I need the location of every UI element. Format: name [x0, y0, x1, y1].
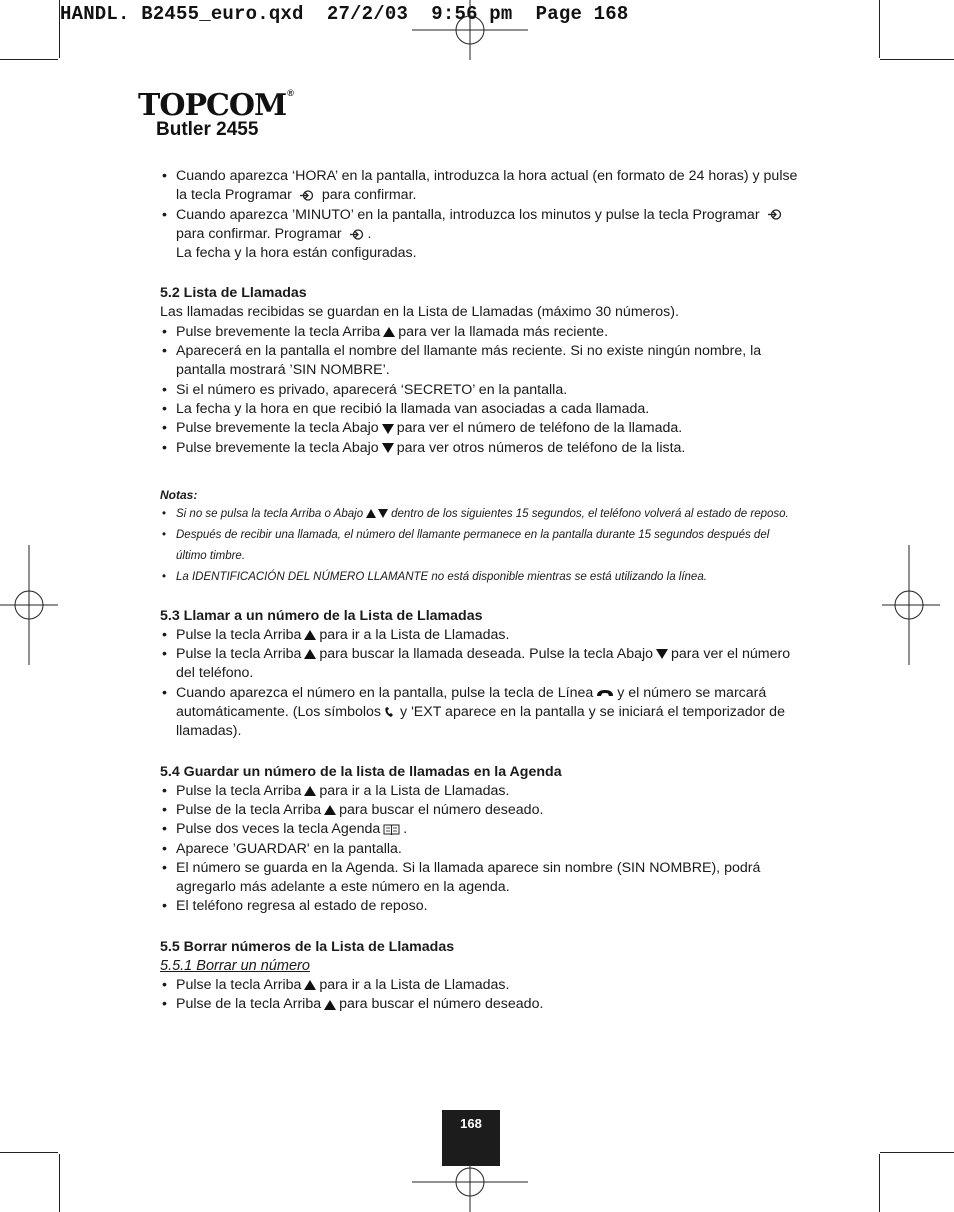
- list-item: • La fecha y la hora en que recibió la llamada van asociadas a cada llamada.: [160, 400, 800, 419]
- program-key-icon: [767, 208, 783, 221]
- up-arrow-icon: [304, 630, 316, 640]
- notes-title: Notas:: [160, 487, 198, 502]
- topcom-logo: TOPCOM®: [138, 88, 293, 123]
- program-key-icon: [349, 228, 365, 241]
- list-item: • Si no se pulsa la tecla Arriba o Abajo dentro de los siguientes 15 segundos, el teléfono volverá al estado de reposo.: [160, 504, 800, 525]
- section-title-5-2: 5.2 Lista de Llamadas: [160, 285, 307, 302]
- page-content: [160, 167, 800, 1015]
- page-number: 168: [442, 1110, 500, 1166]
- list-item: • El número se guarda en la Agenda. Si la llamada aparece sin nombre (SIN NOMBRE), podrá agregarlo más adelante a este número en la agenda.: [160, 859, 800, 898]
- section-intro: Las llamadas recibidas se guardan en la Lista de Llamadas (máximo 30 números).: [160, 304, 679, 321]
- list-item: • Pulse brevemente la tecla Abajo para ver el número de teléfono de la llamada.: [160, 419, 800, 438]
- list-item: • La IDENTIFICACIÓN DEL NÚMERO LLAMANTE no está disponible mientras se está utilizando la línea.: [160, 567, 800, 588]
- up-down-arrows-icon: [366, 509, 388, 518]
- up-arrow-icon: [324, 1000, 336, 1010]
- list-item: • Pulse brevemente la tecla Arriba para ver la llamada más reciente.: [160, 323, 800, 342]
- model-name: Butler 2455: [156, 119, 259, 140]
- up-arrow-icon: [383, 327, 395, 337]
- list-item: • Pulse la tecla Arriba para ir a la Lista de Llamadas.: [160, 976, 800, 995]
- list-item: • Pulse brevemente la tecla Abajo para ver otros números de teléfono de la lista.: [160, 439, 800, 458]
- call-symbol-icon: [384, 707, 397, 718]
- list-item: • Cuando aparezca ’MINUTO’ en la pantalla, introduzca los minutos y pulse la tecla Programar para confirmar. Programar . La fecha y la hora están configuradas.: [160, 206, 800, 264]
- registration-mark-left: [0, 545, 60, 665]
- up-arrow-icon: [304, 649, 316, 659]
- list-item: • Pulse dos veces la tecla Agenda .: [160, 820, 800, 839]
- time-setting-list: [160, 167, 800, 263]
- up-arrow-icon: [304, 786, 316, 796]
- down-arrow-icon: [382, 424, 394, 434]
- registration-mark-right: [880, 545, 940, 665]
- phonebook-icon: [383, 823, 400, 835]
- up-arrow-icon: [324, 805, 336, 815]
- list-item: • El teléfono regresa al estado de reposo.: [160, 897, 800, 916]
- section-title-5-3: 5.3 Llamar a un número de la Lista de Llamadas: [160, 607, 483, 624]
- registration-mark-top: [410, 0, 530, 60]
- call-list-steps: [160, 323, 800, 458]
- list-item: • Después de recibir una llamada, el número del llamante permanece en la pantalla durante 15 segundos después del último timbre.: [160, 525, 800, 567]
- list-item: • Pulse la tecla Arriba para ir a la Lista de Llamadas.: [160, 782, 800, 801]
- list-item: • Aparecerá en la pantalla el nombre del llamante más reciente. Si no existe ningún nombre, la pantalla mostrará ’SIN NOMBRE’.: [160, 342, 800, 381]
- save-to-phonebook-steps: [160, 782, 800, 917]
- list-item: • Si el número es privado, aparecerá ‘SECRETO’ en la pantalla.: [160, 381, 800, 400]
- print-slug: HANDL. B2455_euro.qxd 27/2/03 9:56 pm Page 168: [60, 3, 629, 25]
- down-arrow-icon: [656, 649, 668, 659]
- subsection-title-5-5-1: 5.5.1 Borrar un número: [160, 957, 310, 974]
- list-item: • Cuando aparezca el número en la pantalla, pulse la tecla de Línea y el número se marcará automáticamente. (Los símbolos y 'EXT aparece en la pantalla y se iniciará el temporizador de llamadas).: [160, 684, 800, 742]
- list-item: • Pulse la tecla Arriba para buscar la llamada deseada. Pulse la tecla Abajo para ver el número del teléfono.: [160, 645, 800, 684]
- up-arrow-icon: [304, 980, 316, 990]
- down-arrow-icon: [382, 443, 394, 453]
- section-title-5-4: 5.4 Guardar un número de la lista de llamadas en la Agenda: [160, 763, 562, 780]
- delete-number-steps: [160, 976, 800, 1015]
- notes-list: [160, 504, 800, 588]
- program-key-icon: [299, 189, 315, 202]
- list-item: • Pulse de la tecla Arriba para buscar el número deseado.: [160, 995, 800, 1014]
- call-number-steps: [160, 626, 800, 742]
- list-item: • Cuando aparezca ‘HORA’ en la pantalla, introduzca la hora actual (en formato de 24 horas) y pulse la tecla Programar para confirmar.: [160, 167, 800, 206]
- list-item: • Pulse de la tecla Arriba para buscar el número deseado.: [160, 801, 800, 820]
- phone-handset-icon: [596, 689, 614, 698]
- list-item: • Aparece ’GUARDAR' en la pantalla.: [160, 840, 800, 859]
- list-item: • Pulse la tecla Arriba para ir a la Lista de Llamadas.: [160, 626, 800, 645]
- section-title-5-5: 5.5 Borrar números de la Lista de Llamadas: [160, 938, 455, 955]
